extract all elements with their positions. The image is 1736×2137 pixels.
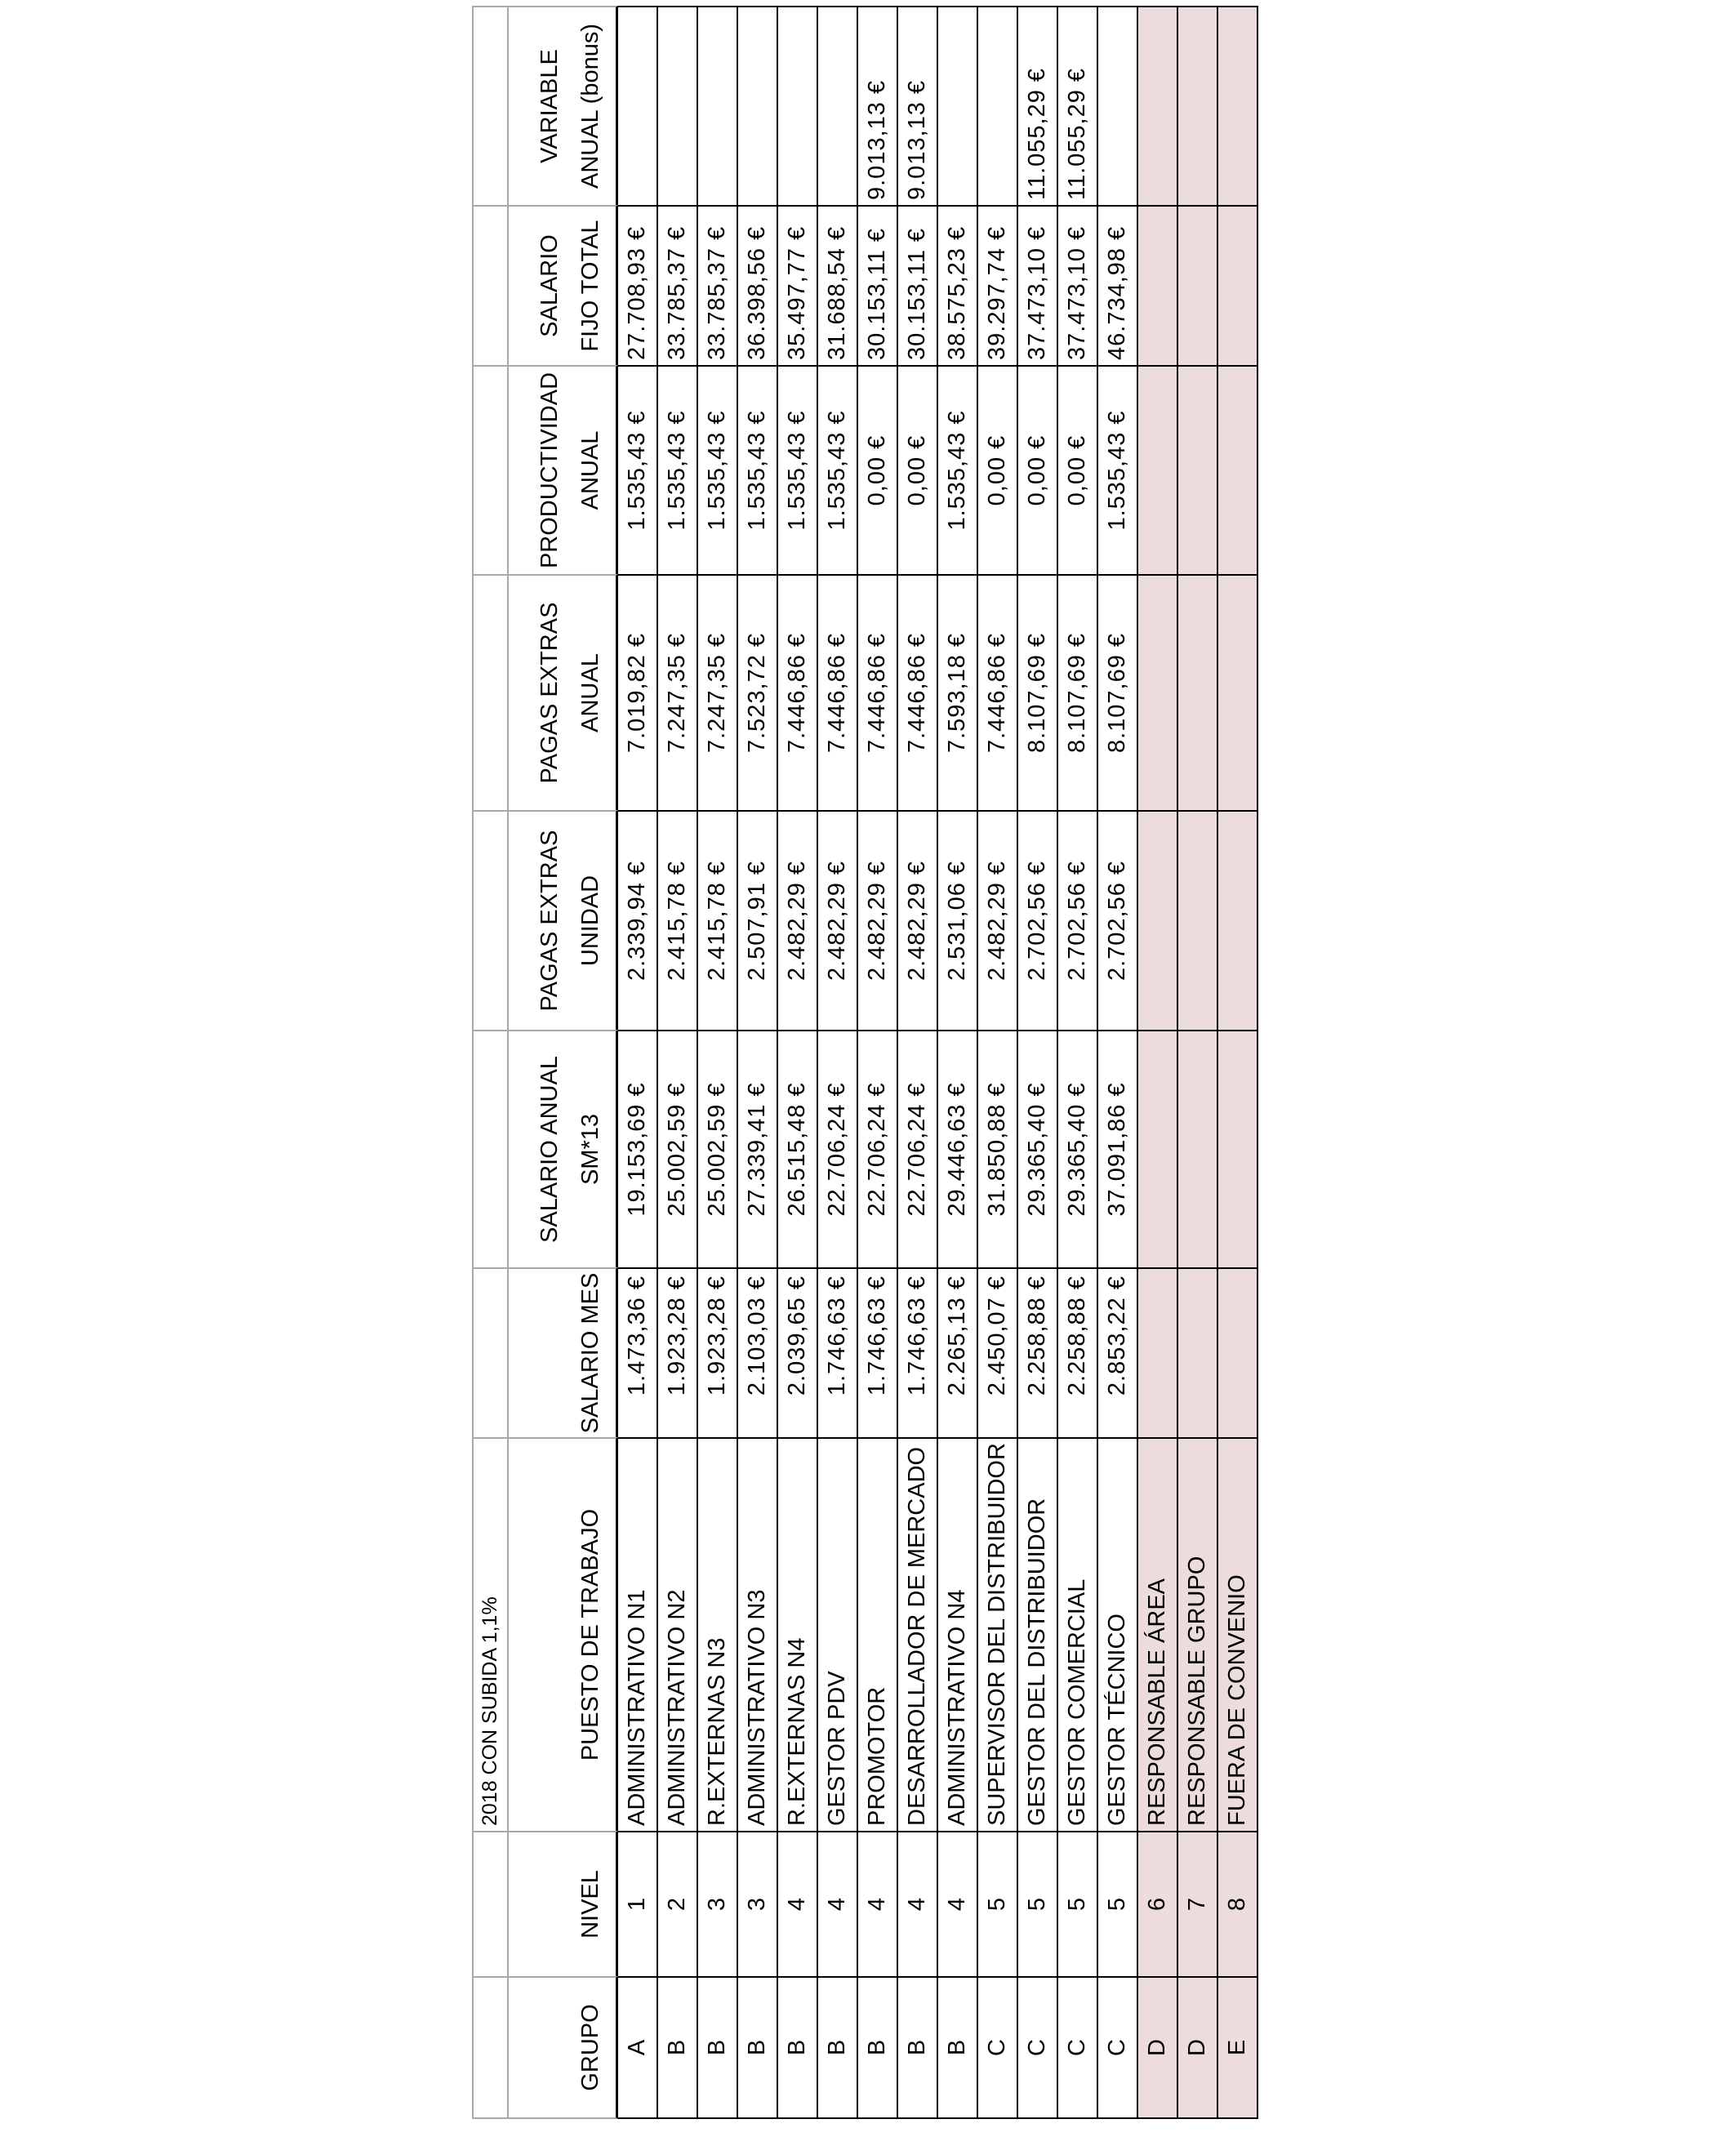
puesto-de-trabajo-cell: GESTOR TÉCNICO: [1098, 1437, 1138, 1831]
table-row: [1018, 6, 1058, 2119]
salary-table: [472, 6, 1258, 2119]
variable-anual-cell: [818, 6, 858, 205]
nivel-cell: 5: [1018, 1831, 1058, 1976]
salario-fijo-total-cell: 38.575,23 €: [938, 205, 978, 365]
header-label: PAGAS EXTRAS: [536, 602, 563, 784]
variable-anual-cell: [658, 6, 698, 205]
variable-anual-cell: [1218, 6, 1258, 205]
grupo-cell: C: [1018, 1976, 1058, 2119]
salario-fijo-total-cell: [1178, 205, 1218, 365]
table-row: [738, 6, 778, 2119]
nivel-cell: 4: [938, 1831, 978, 1976]
variable-anual-cell: 9.013,13 €: [858, 6, 898, 205]
header-salario-mes: [509, 1267, 618, 1437]
empty-cell: [472, 1976, 509, 2119]
puesto-de-trabajo-cell: ADMINISTRATIVO N1: [618, 1437, 658, 1831]
pagas-extras-unidad-cell: 2.415,78 €: [658, 810, 698, 1030]
pagas-extras-anual-cell: 7.593,18 €: [938, 574, 978, 810]
grupo-cell: D: [1138, 1976, 1178, 2119]
header-label: NIVEL: [577, 1870, 603, 1939]
salario-mes-cell: 1.746,63 €: [818, 1267, 858, 1437]
variable-anual-cell: [618, 6, 658, 205]
variable-anual-cell: [1098, 6, 1138, 205]
header-sublabel: SM*13: [577, 1113, 603, 1186]
nivel-cell: 4: [778, 1831, 818, 1976]
pagas-extras-unidad-cell: 2.702,56 €: [1058, 810, 1098, 1030]
productividad-anual-cell: 1.535,43 €: [658, 365, 698, 574]
salario-mes-cell: 2.258,88 €: [1058, 1267, 1098, 1437]
puesto-de-trabajo-cell: GESTOR DEL DISTRIBUIDOR: [1018, 1437, 1058, 1831]
empty-cell: [472, 1831, 509, 1976]
grupo-cell: B: [938, 1976, 978, 2119]
productividad-anual-cell: 1.535,43 €: [1098, 365, 1138, 574]
empty-cell: [472, 574, 509, 810]
table-row: [818, 6, 858, 2119]
salario-anual-cell: 31.850,88 €: [978, 1030, 1018, 1267]
header-salario-fijo-total: [509, 205, 618, 365]
pagas-extras-anual-cell: 7.446,86 €: [858, 574, 898, 810]
salario-anual-cell: 26.515,48 €: [778, 1030, 818, 1267]
table-row: [1138, 6, 1178, 2119]
header-label: SALARIO ANUAL: [536, 1056, 563, 1243]
salario-mes-cell: 1.923,28 €: [698, 1267, 738, 1437]
salario-fijo-total-cell: 33.785,37 €: [698, 205, 738, 365]
salario-anual-cell: 29.365,40 €: [1058, 1030, 1098, 1267]
puesto-de-trabajo-cell: PROMOTOR: [858, 1437, 898, 1831]
grupo-cell: B: [698, 1976, 738, 2119]
salario-mes-cell: 1.746,63 €: [898, 1267, 938, 1437]
puesto-de-trabajo-cell: GESTOR COMERCIAL: [1058, 1437, 1098, 1831]
salario-fijo-total-cell: 35.497,77 €: [778, 205, 818, 365]
grupo-cell: B: [818, 1976, 858, 2119]
variable-anual-cell: [738, 6, 778, 205]
pagas-extras-anual-cell: [1138, 574, 1178, 810]
productividad-anual-cell: 1.535,43 €: [618, 365, 658, 574]
header-pagas-extras-unidad: [509, 810, 618, 1030]
productividad-anual-cell: 1.535,43 €: [938, 365, 978, 574]
pagas-extras-unidad-cell: 2.482,29 €: [978, 810, 1018, 1030]
header-salario-anual: [509, 1030, 618, 1267]
puesto-de-trabajo-cell: R.EXTERNAS N4: [778, 1437, 818, 1831]
header-nivel: [509, 1831, 618, 1976]
grupo-cell: D: [1178, 1976, 1218, 2119]
salario-mes-cell: 1.923,28 €: [658, 1267, 698, 1437]
nivel-cell: 5: [1098, 1831, 1138, 1976]
header-grupo: [509, 1976, 618, 2119]
salario-anual-cell: 29.446,63 €: [938, 1030, 978, 1267]
nivel-cell: 5: [1058, 1831, 1098, 1976]
header-variable-anual: [509, 6, 618, 205]
puesto-de-trabajo-cell: ADMINISTRATIVO N4: [938, 1437, 978, 1831]
pagas-extras-anual-cell: [1178, 574, 1218, 810]
pagas-extras-unidad-cell: 2.482,29 €: [858, 810, 898, 1030]
puesto-de-trabajo-cell: FUERA DE CONVENIO: [1218, 1437, 1258, 1831]
salario-anual-cell: 29.365,40 €: [1018, 1030, 1058, 1267]
salario-anual-cell: 37.091,86 €: [1098, 1030, 1138, 1267]
salario-mes-cell: 2.103,03 €: [738, 1267, 778, 1437]
header-label: GRUPO: [577, 2004, 603, 2091]
header-sublabel: ANUAL: [577, 430, 603, 510]
puesto-de-trabajo-cell: SUPERVISOR DEL DISTRIBUIDOR: [978, 1437, 1018, 1831]
grupo-cell: B: [658, 1976, 698, 2119]
header-label: SALARIO MES: [577, 1272, 603, 1434]
title-row: [472, 6, 509, 2119]
grupo-cell: A: [618, 1976, 658, 2119]
pagas-extras-unidad-cell: 2.702,56 €: [1098, 810, 1138, 1030]
pagas-extras-anual-cell: 8.107,69 €: [1058, 574, 1098, 810]
nivel-cell: 3: [738, 1831, 778, 1976]
header-label: PAGAS EXTRAS: [536, 830, 563, 1012]
header-sublabel: ANUAL: [577, 653, 603, 732]
nivel-cell: 8: [1218, 1831, 1258, 1976]
salario-mes-cell: 1.473,36 €: [618, 1267, 658, 1437]
header-productividad-anual: [509, 365, 618, 574]
salario-anual-cell: 22.706,24 €: [818, 1030, 858, 1267]
table-row: [658, 6, 698, 2119]
salario-fijo-total-cell: 33.785,37 €: [658, 205, 698, 365]
header-sublabel: UNIDAD: [577, 875, 603, 967]
pagas-extras-unidad-cell: 2.531,06 €: [938, 810, 978, 1030]
pagas-extras-unidad-cell: [1218, 810, 1258, 1030]
salario-fijo-total-cell: 36.398,56 €: [738, 205, 778, 365]
nivel-cell: 3: [698, 1831, 738, 1976]
salario-mes-cell: 2.039,65 €: [778, 1267, 818, 1437]
salario-mes-cell: 1.746,63 €: [858, 1267, 898, 1437]
grupo-cell: B: [898, 1976, 938, 2119]
header-sublabel: ANUAL (bonus): [577, 24, 603, 189]
pagas-extras-anual-cell: 8.107,69 €: [1018, 574, 1058, 810]
salario-anual-cell: 22.706,24 €: [898, 1030, 938, 1267]
table-body: [618, 6, 1258, 2119]
productividad-anual-cell: 0,00 €: [978, 365, 1018, 574]
salario-anual-cell: 27.339,41 €: [738, 1030, 778, 1267]
salario-anual-cell: 25.002,59 €: [658, 1030, 698, 1267]
variable-anual-cell: [698, 6, 738, 205]
puesto-de-trabajo-cell: RESPONSABLE ÁREA: [1138, 1437, 1178, 1831]
salario-mes-cell: [1218, 1267, 1258, 1437]
pagas-extras-unidad-cell: 2.482,29 €: [898, 810, 938, 1030]
nivel-cell: 5: [978, 1831, 1018, 1976]
salario-mes-cell: 2.265,13 €: [938, 1267, 978, 1437]
variable-anual-cell: [978, 6, 1018, 205]
salario-anual-cell: [1218, 1030, 1258, 1267]
puesto-de-trabajo-cell: R.EXTERNAS N3: [698, 1437, 738, 1831]
grupo-cell: B: [778, 1976, 818, 2119]
nivel-cell: 6: [1138, 1831, 1178, 1976]
header-pagas-extras-anual: [509, 574, 618, 810]
nivel-cell: 4: [858, 1831, 898, 1976]
salario-anual-cell: 19.153,69 €: [618, 1030, 658, 1267]
header-row: [509, 6, 618, 2119]
productividad-anual-cell: 0,00 €: [858, 365, 898, 574]
pagas-extras-anual-cell: 8.107,69 €: [1098, 574, 1138, 810]
title-cell: [472, 1437, 509, 1831]
puesto-de-trabajo-cell: GESTOR PDV: [818, 1437, 858, 1831]
salario-anual-cell: [1178, 1030, 1218, 1267]
table-row: [1058, 6, 1098, 2119]
pagas-extras-anual-cell: 7.446,86 €: [818, 574, 858, 810]
productividad-anual-cell: 1.535,43 €: [698, 365, 738, 574]
salario-mes-cell: [1178, 1267, 1218, 1437]
pagas-extras-unidad-cell: 2.482,29 €: [778, 810, 818, 1030]
table-row: [898, 6, 938, 2119]
pagas-extras-anual-cell: 7.446,86 €: [978, 574, 1018, 810]
salario-fijo-total-cell: 27.708,93 €: [618, 205, 658, 365]
salario-fijo-total-cell: 46.734,98 €: [1098, 205, 1138, 365]
productividad-anual-cell: [1218, 365, 1258, 574]
pagas-extras-unidad-cell: 2.339,94 €: [618, 810, 658, 1030]
variable-anual-cell: [1138, 6, 1178, 205]
puesto-de-trabajo-cell: ADMINISTRATIVO N3: [738, 1437, 778, 1831]
pagas-extras-anual-cell: 7.446,86 €: [778, 574, 818, 810]
header-label: VARIABLE: [536, 49, 563, 163]
nivel-cell: 7: [1178, 1831, 1218, 1976]
table-row: [778, 6, 818, 2119]
salario-fijo-total-cell: [1138, 205, 1178, 365]
productividad-anual-cell: 0,00 €: [898, 365, 938, 574]
salario-fijo-total-cell: 39.297,74 €: [978, 205, 1018, 365]
productividad-anual-cell: 0,00 €: [1018, 365, 1058, 574]
nivel-cell: 4: [898, 1831, 938, 1976]
salario-fijo-total-cell: [1218, 205, 1258, 365]
salario-fijo-total-cell: 37.473,10 €: [1018, 205, 1058, 365]
salary-table-sheet: [472, 6, 1258, 2119]
header-label: PRODUCTIVIDAD: [536, 372, 563, 569]
pagas-extras-unidad-cell: 2.702,56 €: [1018, 810, 1058, 1030]
salario-fijo-total-cell: 31.688,54 €: [818, 205, 858, 365]
puesto-de-trabajo-cell: ADMINISTRATIVO N2: [658, 1437, 698, 1831]
header-sublabel: FIJO TOTAL: [577, 220, 603, 352]
variable-anual-cell: [1178, 6, 1218, 205]
grupo-cell: C: [1098, 1976, 1138, 2119]
salario-fijo-total-cell: 30.153,11 €: [898, 205, 938, 365]
pagas-extras-unidad-cell: [1178, 810, 1218, 1030]
productividad-anual-cell: 0,00 €: [1058, 365, 1098, 574]
table-row: [858, 6, 898, 2119]
salario-fijo-total-cell: 30.153,11 €: [858, 205, 898, 365]
salario-mes-cell: [1138, 1267, 1178, 1437]
empty-cell: [472, 205, 509, 365]
pagas-extras-anual-cell: [1218, 574, 1258, 810]
salario-mes-cell: 2.258,88 €: [1018, 1267, 1058, 1437]
productividad-anual-cell: [1178, 365, 1218, 574]
header-puesto-de-trabajo: [509, 1437, 618, 1831]
salario-mes-cell: 2.450,07 €: [978, 1267, 1018, 1437]
table-row: [618, 6, 658, 2119]
salario-anual-cell: [1138, 1030, 1178, 1267]
grupo-cell: B: [738, 1976, 778, 2119]
puesto-de-trabajo-cell: DESARROLLADOR DE MERCADO: [898, 1437, 938, 1831]
variable-anual-cell: 11.055,29 €: [1058, 6, 1098, 205]
grupo-cell: C: [978, 1976, 1018, 2119]
salario-anual-cell: 22.706,24 €: [858, 1030, 898, 1267]
productividad-anual-cell: 1.535,43 €: [738, 365, 778, 574]
grupo-cell: C: [1058, 1976, 1098, 2119]
header-label: SALARIO: [536, 234, 563, 337]
salario-fijo-total-cell: 37.473,10 €: [1058, 205, 1098, 365]
table-row: [938, 6, 978, 2119]
variable-anual-cell: [778, 6, 818, 205]
puesto-de-trabajo-cell: RESPONSABLE GRUPO: [1178, 1437, 1218, 1831]
empty-cell: [472, 1267, 509, 1437]
table-row: [1218, 6, 1258, 2119]
table-row: [698, 6, 738, 2119]
nivel-cell: 4: [818, 1831, 858, 1976]
table-row: [978, 6, 1018, 2119]
pagas-extras-anual-cell: 7.446,86 €: [898, 574, 938, 810]
empty-cell: [472, 1030, 509, 1267]
variable-anual-cell: 11.055,29 €: [1018, 6, 1058, 205]
productividad-anual-cell: 1.535,43 €: [778, 365, 818, 574]
pagas-extras-unidad-cell: 2.507,91 €: [738, 810, 778, 1030]
pagas-extras-unidad-cell: 2.415,78 €: [698, 810, 738, 1030]
grupo-cell: B: [858, 1976, 898, 2119]
productividad-anual-cell: [1138, 365, 1178, 574]
pagas-extras-anual-cell: 7.247,35 €: [698, 574, 738, 810]
variable-anual-cell: [938, 6, 978, 205]
table-row: [1178, 6, 1218, 2119]
empty-cell: [472, 6, 509, 205]
pagas-extras-anual-cell: 7.247,35 €: [658, 574, 698, 810]
salario-mes-cell: 2.853,22 €: [1098, 1267, 1138, 1437]
salario-anual-cell: 25.002,59 €: [698, 1030, 738, 1267]
header-label: PUESTO DE TRABAJO: [577, 1508, 603, 1761]
nivel-cell: 1: [618, 1831, 658, 1976]
nivel-cell: 2: [658, 1831, 698, 1976]
pagas-extras-anual-cell: 7.523,72 €: [738, 574, 778, 810]
table-row: [1098, 6, 1138, 2119]
empty-cell: [472, 365, 509, 574]
grupo-cell: E: [1218, 1976, 1258, 2119]
table-title: 2018 CON SUBIDA 1,1%: [479, 1596, 501, 1826]
pagas-extras-anual-cell: 7.019,82 €: [618, 574, 658, 810]
empty-cell: [472, 810, 509, 1030]
productividad-anual-cell: 1.535,43 €: [818, 365, 858, 574]
variable-anual-cell: 9.013,13 €: [898, 6, 938, 205]
pagas-extras-unidad-cell: 2.482,29 €: [818, 810, 858, 1030]
pagas-extras-unidad-cell: [1138, 810, 1178, 1030]
